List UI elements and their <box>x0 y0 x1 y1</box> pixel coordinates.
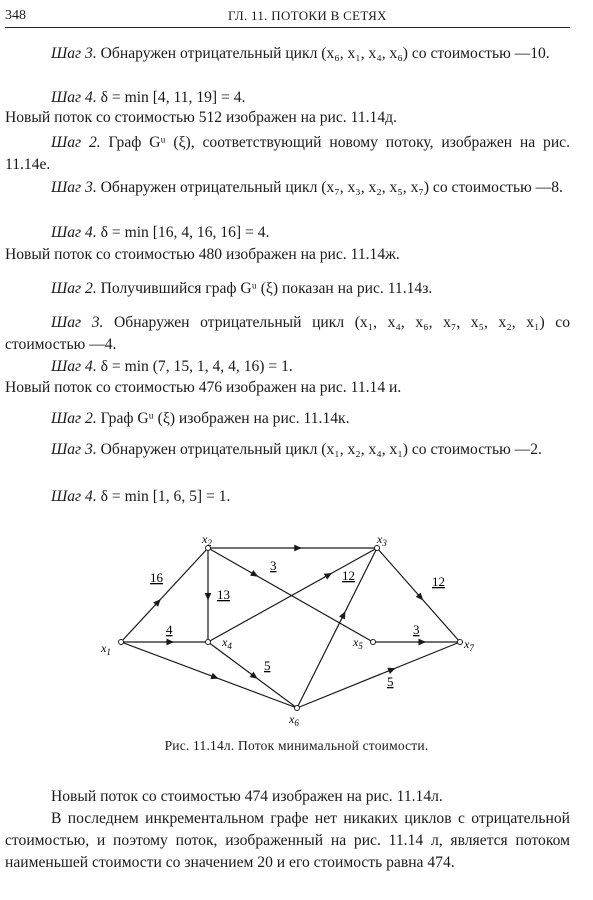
step-paragraph <box>5 486 570 508</box>
edge-arrowhead <box>210 675 217 678</box>
step-label: Шаг 3. <box>51 179 97 196</box>
edge-label-x3-x7: 12 <box>432 574 445 589</box>
running-head: ГЛ. 11. ПОТОКИ В СЕТЯХ <box>228 8 387 23</box>
graph-edges <box>121 548 460 708</box>
edge-arrowhead <box>155 600 160 606</box>
edge-label-x1-x4: 4 <box>166 622 173 637</box>
step-paragraph <box>5 132 570 176</box>
result-text: Новый поток со стоимостью 512 изображен на рис. 11.14д. <box>5 109 397 126</box>
edge-x1-x6 <box>121 642 297 708</box>
node-label-x3: $x_3$ <box>377 532 387 548</box>
result-line <box>5 244 570 266</box>
step-paragraph <box>5 87 570 109</box>
node-label-x5: $x_5$ <box>353 635 363 651</box>
node-label-x1: $x_1$ <box>101 641 111 657</box>
step-paragraph <box>5 43 570 65</box>
step-paragraph <box>5 278 570 300</box>
node-x5 <box>371 640 376 645</box>
flow-graph-figure <box>90 530 490 730</box>
edge-arrowhead <box>387 668 394 671</box>
result-line <box>5 377 570 399</box>
conclusion-text: Новый поток со стоимостью 474 изображен на рис. 11.14л. <box>51 788 443 805</box>
figure-caption: Рис. 11.14л. Поток минимальной стоимости. <box>164 738 429 753</box>
step-text: Получившийся граф Gᵘ (ξ) показан на рис. 11.14з. <box>96 280 433 297</box>
step-text: δ = min [4, 11, 19] = 4. <box>96 89 246 106</box>
edge-arrowhead <box>251 674 257 679</box>
step-label: Шаг 3. <box>51 314 104 331</box>
step-text: Граф Gᵘ (ξ) изображен на рис. 11.14к. <box>96 410 350 427</box>
node-label-x2: $x_2$ <box>202 532 212 548</box>
header-rule <box>5 27 570 28</box>
edge-arrowhead <box>251 572 258 576</box>
edge-label-x2-x5: 3 <box>270 558 277 573</box>
step-label: Шаг 2. <box>51 410 97 427</box>
node-x6 <box>295 706 300 711</box>
step-label: Шаг 3. <box>51 441 97 458</box>
node-x3 <box>375 546 380 551</box>
step-label: Шаг 4. <box>51 488 97 505</box>
step-label: Шаг 4. <box>51 89 97 106</box>
step-paragraph <box>5 408 570 430</box>
conclusion-text: В последнем инкрементальном графе нет никаких циклов с отрицательной стоимостью, и поэтому поток, изображенный на рис. 11.14 л, является потоком наименьшей стоимости со значением 20 и его стоимость равна 474. <box>5 810 570 871</box>
node-label-x7: $x_7$ <box>464 637 474 653</box>
edge-arrowhead <box>417 594 422 600</box>
page-number: 348 <box>5 8 26 23</box>
node-x1 <box>119 640 124 645</box>
step-text: δ = min [16, 4, 16, 16] = 4. <box>96 224 270 241</box>
edge-label-x2-x4: 13 <box>217 587 230 602</box>
conclusion-paragraph <box>5 808 570 874</box>
edge-label-x4-x3: 12 <box>342 568 355 583</box>
result-line <box>5 107 570 129</box>
conclusion-line <box>5 786 570 808</box>
node-x7 <box>458 640 463 645</box>
edge-x6-x7 <box>297 642 460 708</box>
step-label: Шаг 4. <box>51 224 97 241</box>
edge-label-x5-x7: 3 <box>413 622 420 637</box>
node-label-x6: $x_6$ <box>289 712 299 728</box>
step-label: Шаг 4. <box>51 358 97 375</box>
step-text: Обнаружен отрицательный цикл (x₆, x₁, x₄, x₆) со стоимостью —10. <box>96 45 550 62</box>
step-text: δ = min (7, 15, 1, 4, 4, 16) = 1. <box>96 358 293 375</box>
step-label: Шаг 2. <box>51 134 101 151</box>
edge-x1-x2 <box>121 548 208 642</box>
result-text: Новый поток со стоимостью 480 изображен на рис. 11.14ж. <box>5 246 400 263</box>
edge-label-x6-x7: 5 <box>387 674 394 689</box>
step-paragraph <box>5 177 570 199</box>
edge-arrowhead <box>324 573 331 577</box>
edge-x6-x3 <box>297 548 377 708</box>
step-paragraph <box>5 312 570 356</box>
step-paragraph <box>5 439 570 461</box>
edge-label-x4-x6: 5 <box>264 658 271 673</box>
step-paragraph <box>5 222 570 244</box>
page-header <box>0 4 593 26</box>
node-label-x4: $x_4$ <box>222 635 232 651</box>
step-paragraph <box>5 356 570 378</box>
result-text: Новый поток со стоимостью 476 изображен на рис. 11.14 и. <box>5 379 402 396</box>
step-label: Шаг 3. <box>51 45 97 62</box>
step-text: Обнаружен отрицательный цикл (x₁, x₄, x₆, x₇, x₅, x₂, x₁) со стоимостью —4. <box>5 314 570 353</box>
edge-arrowhead <box>341 612 345 619</box>
step-text: δ = min [1, 6, 5] = 1. <box>96 488 231 505</box>
step-text: Граф Gᵘ (ξ), соответствующий новому потоку, изображен на рис. 11.14е. <box>5 134 570 173</box>
step-label: Шаг 2. <box>51 280 97 297</box>
edge-label-x1-x2: 16 <box>150 570 163 585</box>
step-text: Обнаружен отрицательный цикл (x₁, x₂, x₄, x₁) со стоимостью —2. <box>96 441 542 458</box>
step-text: Обнаружен отрицательный цикл (x₇, x₃, x₂, x₅, x₇) со стоимостью —8. <box>96 179 563 196</box>
node-x4 <box>206 640 211 645</box>
